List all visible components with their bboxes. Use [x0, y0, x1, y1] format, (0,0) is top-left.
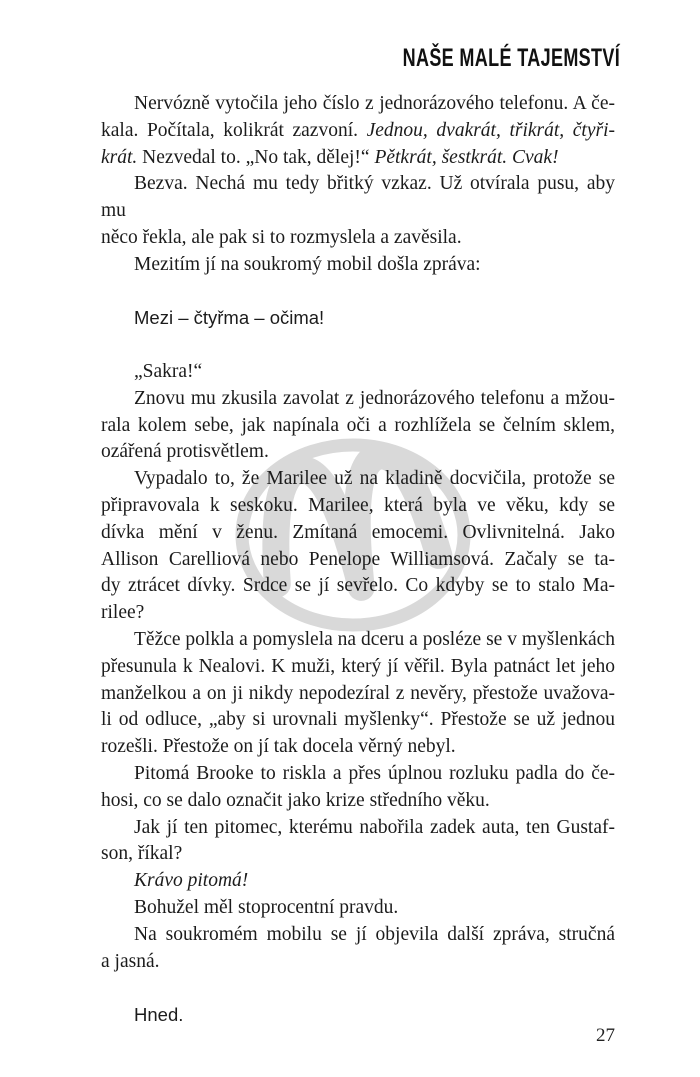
- text-segment: rala kolem sebe, jak napínala oči a rozhlížela se čelním sklem,: [101, 414, 615, 436]
- text-segment: ozářená protisvětlem.: [101, 441, 269, 463]
- page-number: 27: [596, 1025, 615, 1046]
- italic-text-segment: Jednou, dvakrát, třikrát, čtyři-: [366, 119, 615, 141]
- text-line: [101, 305, 615, 332]
- paragraph: [101, 922, 615, 976]
- paragraph: [101, 761, 615, 815]
- text-line: [101, 815, 615, 842]
- text-segment: Mezitím jí na soukromý mobil došla zpráva:: [134, 253, 481, 275]
- text-line: [101, 439, 615, 466]
- paragraph: [101, 171, 615, 251]
- text-line: [101, 91, 615, 118]
- text-segment: Bezva. Nechá mu tedy břitký vzkaz. Už otvírala pusu, aby mu: [101, 173, 615, 222]
- text-segment: Nezvedal to. „No tak, dělej!“: [137, 146, 375, 168]
- sms-message: [101, 305, 615, 332]
- text-segment: dy ztrácet dívky. Srdce se jí sevřelo. Co kdyby se to stalo Ma-: [101, 575, 615, 597]
- text-segment: li od odluce, „aby si urovnali myšlenky“. Přestože se už jednou: [101, 709, 615, 731]
- paragraph: [101, 252, 615, 279]
- text-segment: Těžce polkla a pomyslela na dceru a posléze se v myšlenkách: [134, 628, 615, 650]
- text-line: [101, 573, 615, 600]
- text-line: [101, 359, 615, 386]
- text-segment: Hned.: [134, 1004, 184, 1026]
- text-segment: dívka mění v ženu. Zmítaná emocemi. Ovlivnitelná. Jako: [101, 521, 615, 543]
- text-segment: Pitomá Brooke to riskla a přes úplnou rozluku padla do če-: [134, 762, 615, 784]
- text-line: [101, 493, 615, 520]
- text-line: [101, 841, 615, 868]
- paragraph: [101, 91, 615, 171]
- italic-text-segment: Krávo pitomá!: [134, 870, 249, 892]
- text-segment: Allison Carelliová nebo Penelope Williamsová. Začaly se ta-: [101, 548, 615, 570]
- text-segment: Nervózně vytočila jeho číslo z jednorázového telefonu. A če-: [134, 93, 615, 114]
- text-segment: Na soukromém mobilu se jí objevila další zpráva, stručná: [134, 923, 615, 945]
- paragraph: [101, 815, 615, 869]
- paragraph: [101, 386, 615, 466]
- text-segment: hosi, co se dalo označit jako krize středního věku.: [101, 789, 490, 811]
- sms-message: [101, 1002, 615, 1029]
- text-line: [101, 600, 615, 627]
- text-line: [101, 1002, 615, 1029]
- text-line: [101, 627, 615, 654]
- text-line: [101, 949, 615, 976]
- text-line: [101, 252, 615, 279]
- text-line: [101, 707, 615, 734]
- text-segment: kala. Počítala, kolikrát zazvoní.: [101, 119, 367, 141]
- italic-text-segment: krát.: [101, 146, 138, 168]
- italic-text-segment: Pětkrát, šestkrát. Cvak!: [374, 146, 559, 168]
- text-line: [101, 225, 615, 252]
- text-segment: připravovala k seskoku. Marilee, která byla ve věku, kdy se: [101, 494, 615, 516]
- text-line: [101, 466, 615, 493]
- running-header: NAŠE MALÉ TAJEMSTVÍ: [402, 44, 620, 72]
- text-line: [101, 520, 615, 547]
- text-line: [101, 681, 615, 708]
- text-segment: Znovu mu zkusila zavolat z jednorázového telefonu a mžou-: [134, 387, 615, 409]
- text-line: [101, 761, 615, 788]
- text-line: [101, 145, 615, 172]
- text-segment: a jasná.: [101, 950, 160, 972]
- text-segment: rilee?: [101, 602, 145, 624]
- text-segment: přesunula k Nealovi. K muži, který jí věřil. Byla patnáct let jeho: [101, 655, 615, 677]
- paragraph: [101, 895, 615, 922]
- text-line: [101, 386, 615, 413]
- text-segment: Jak jí ten pitomec, kterému nabořila zadek auta, ten Gustaf-: [134, 816, 615, 838]
- text-segment: son, říkal?: [101, 843, 183, 865]
- text-line: [101, 654, 615, 681]
- text-line: [101, 895, 615, 922]
- paragraph: [101, 868, 615, 895]
- text-line: [101, 868, 615, 895]
- text-segment: manželkou a on ji nikdy nepodezíral z nevěry, přestože uvažova-: [101, 682, 615, 704]
- text-segment: rozešli. Přestože on jí tak docela věrný nebyl.: [101, 736, 456, 758]
- text-line: [101, 547, 615, 574]
- text-line: [101, 922, 615, 949]
- text-line: [101, 171, 615, 225]
- paragraph: [101, 359, 615, 386]
- text-segment: Bohužel měl stoprocentní pravdu.: [134, 896, 399, 918]
- paragraph: [101, 627, 615, 761]
- text-line: [101, 413, 615, 440]
- page-text: [101, 91, 615, 1029]
- paragraph: [101, 466, 615, 627]
- text-line: [101, 118, 615, 145]
- text-segment: Mezi – čtyřma – očima!: [134, 307, 325, 329]
- text-segment: něco řekla, ale pak si to rozmyslela a zavěsila.: [101, 226, 462, 248]
- text-segment: Vypadalo to, že Marilee už na kladině docvičila, protože se: [134, 468, 615, 490]
- text-line: [101, 734, 615, 761]
- text-segment: „Sakra!“: [134, 360, 203, 382]
- text-line: [101, 788, 615, 815]
